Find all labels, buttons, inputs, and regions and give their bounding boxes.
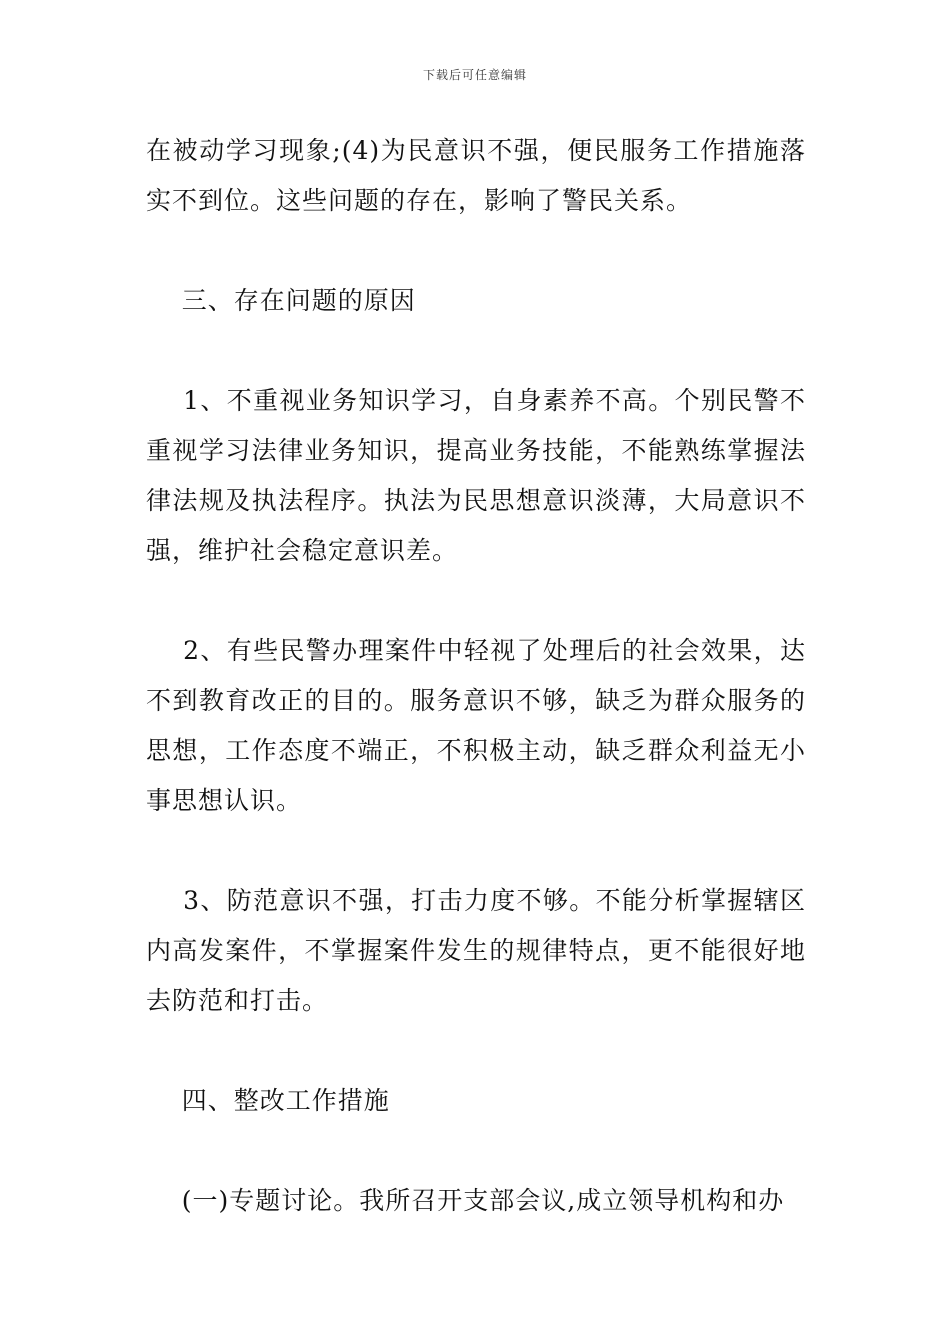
paragraph-cause-3: 3、防范意识不强，打击力度不够。不能分析掌握辖区内高发案件，不掌握案件发生的规律特点，更不能很好地去防范和打击。 bbox=[146, 886, 806, 1015]
header-note: 下载后可任意编辑 bbox=[422, 68, 527, 82]
paragraph-cause-2: 2、有些民警办理案件中轻视了处理后的社会效果，达不到教育改正的目的。服务意识不够，缺乏为群众服务的思想，工作态度不端正，不积极主动，缺乏群众利益无小事思想认识。 bbox=[146, 636, 806, 815]
document-body bbox=[146, 126, 806, 1226]
paragraph-gap bbox=[146, 1126, 806, 1176]
paragraph-continuation: 在被动学习现象;(4)为民意识不强，便民服务工作措施落实不到位。这些问题的存在，影响了警民关系。 bbox=[146, 136, 806, 215]
paragraph-cause-1: 1、不重视业务知识学习，自身素养不高。个别民警不重视学习法律业务知识，提高业务技能，不能熟练掌握法律法规及执法程序。执法为民思想意识淡薄，大局意识不强，维护社会稳定意识差。 bbox=[146, 386, 806, 565]
paragraph-gap bbox=[146, 226, 806, 276]
paragraph-gap bbox=[146, 826, 806, 876]
paragraph-gap bbox=[146, 576, 806, 626]
section-heading-measures: 四、整改工作措施 bbox=[146, 1086, 390, 1115]
paragraph-measure-1: (一)专题讨论。我所召开支部会议,成立领导机构和办 bbox=[146, 1186, 785, 1215]
paragraph-gap bbox=[146, 1026, 806, 1076]
paragraph-gap bbox=[146, 326, 806, 376]
section-heading-causes: 三、存在问题的原因 bbox=[146, 286, 416, 315]
